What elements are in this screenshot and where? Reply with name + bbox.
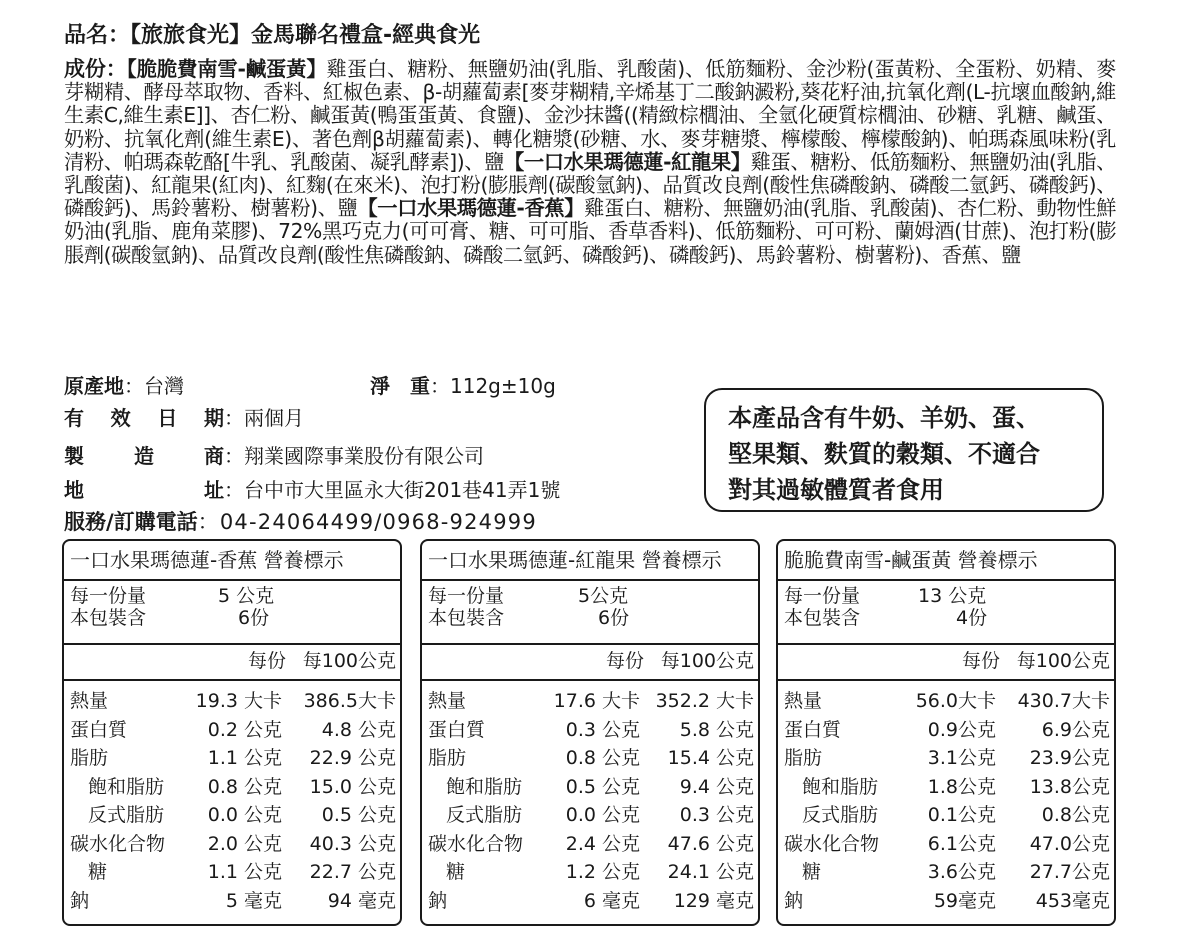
nutrient-name: 蛋白質 [428, 718, 486, 741]
per-100g-value: 15.0 公克 [309, 775, 396, 798]
nutrient-name: 反式脂肪 [88, 804, 165, 826]
per-serving-value: 2.4 公克 [565, 832, 640, 855]
nutrient-row [778, 687, 1114, 716]
ingredients-product-2-text: 雞蛋、糖粉、低筋麵粉、無鹽奶油(乳脂、乳酸菌)、紅龍果(紅肉)、紅麴(在來米)、泡打粉(膨脹劑(碳酸氫鈉)、品質改良劑(酸性焦磷酸鈉、磷酸二氫鈣、磷酸鈣)、磷酸鈣)、馬鈴薯粉、樹薯粉)、鹽 [64, 149, 1116, 221]
phone-row [64, 506, 537, 536]
ingredients-label: 成份： [64, 57, 127, 81]
per-100g-value: 24.1 公克 [667, 861, 754, 883]
address-value: ：台中市大里區永大街201巷41弄1號 [224, 478, 561, 502]
nutrient-name: 飽和脂肪 [802, 775, 879, 798]
ingredients-product-3-name: 【一口水果瑪德蓮-香蕉】 [357, 196, 585, 221]
per-100g-value: 47.6 公克 [667, 832, 754, 855]
ingredients-product-3-text: 雞蛋白、糖粉、無鹽奶油(乳脂、乳酸菌)、杏仁粉、動物性鮮奶油(乳脂、鹿角菜膠)、72%黑巧克力(可可膏、糖、可可脂、香草香料)、低筋麵粉、可可粉、蘭姆酒(甘蔗)、泡打粉(膨脹劑(碳酸氫鈉)、品質改良劑(酸性焦磷酸鈉、磷酸二氫鈣、磷酸鈣)、磷酸鈣)、馬鈴薯粉、樹薯粉)、香蕉、鹽 [64, 196, 1116, 267]
per-serving-value: 56.0大卡 [915, 690, 996, 712]
servings-per-pack-value: 6份 [598, 607, 630, 629]
per-100g-value: 0.8公克 [1041, 804, 1110, 826]
per-serving-value: 59毫克 [933, 889, 996, 912]
per-100g-value: 129 毫克 [673, 889, 754, 912]
nutrient-name: 糖 [446, 861, 466, 883]
nutrient-name: 鈉 [784, 889, 804, 912]
per-serving-value: 1.2 公克 [565, 861, 640, 883]
per-serving-header: 每份 [961, 650, 1000, 672]
nutrition-table-banana [62, 539, 402, 926]
serving-size-value: 5 公克 [218, 585, 275, 607]
per-100g-value: 22.9 公克 [309, 747, 396, 769]
origin-row [64, 370, 184, 399]
nutrient-row [778, 801, 1114, 830]
per-100g-value: 352.2 大卡 [655, 690, 754, 712]
per-100g-value: 94 毫克 [327, 889, 396, 912]
per-serving-header: 每份 [247, 650, 286, 672]
column-headers [778, 645, 1114, 681]
nutrient-name: 反式脂肪 [802, 804, 879, 826]
expiry-value: ：兩個月 [224, 406, 304, 430]
nutrient-rows [64, 681, 400, 915]
per-100g-value: 13.8公克 [1029, 775, 1110, 798]
servings-per-pack-value: 4份 [956, 607, 988, 629]
manufacturer-row [64, 440, 484, 469]
nutrient-name: 熱量 [428, 690, 467, 712]
per-serving-value: 0.0 公克 [565, 804, 640, 826]
per-100g-value: 386.5大卡 [303, 690, 396, 712]
per-serving-value: 0.8 公克 [207, 775, 282, 798]
column-headers [64, 645, 400, 681]
nutrient-name: 熱量 [784, 690, 823, 712]
nutrient-row [422, 773, 758, 802]
nutrient-name: 脂肪 [784, 747, 823, 769]
per-serving-value: 3.1公克 [927, 747, 996, 769]
ingredients-product-1-name: 【脆脆費南雪-鹹蛋黃】 [126, 57, 327, 81]
per-serving-value: 1.1 公克 [207, 861, 282, 883]
expiry-row [64, 402, 304, 431]
nutrient-name: 糖 [88, 861, 108, 883]
nutrient-row [64, 744, 400, 773]
serving-size-label: 每一份量 [70, 585, 147, 607]
phone-value: ：04-24064499/0968-924999 [197, 510, 537, 534]
per-serving-value: 1.8公克 [927, 775, 996, 798]
ingredients-product-2-name: 【一口水果瑪德蓮-紅龍果】 [504, 149, 751, 174]
serving-info [64, 581, 400, 645]
per-serving-value: 3.6公克 [927, 861, 996, 883]
net-weight-label: 淨 重 [370, 374, 430, 398]
nutrient-row [778, 744, 1114, 773]
servings-per-pack-label: 本包裝含 [70, 607, 147, 629]
per-100g-value: 5.8 公克 [679, 718, 754, 741]
nutrient-row [778, 716, 1114, 745]
per-100g-value: 6.9公克 [1041, 718, 1110, 741]
nutrient-name: 飽和脂肪 [446, 775, 523, 798]
per-100g-value: 0.3 公克 [679, 804, 754, 826]
serving-info [422, 581, 758, 645]
servings-per-pack-label: 本包裝含 [784, 607, 861, 629]
nutrient-row [778, 887, 1114, 916]
per-100g-value: 40.3 公克 [309, 832, 396, 855]
nutrient-row [64, 687, 400, 716]
nutrient-name: 熱量 [70, 690, 109, 712]
per-serving-value: 0.5 公克 [565, 775, 640, 798]
per-100g-value: 27.7公克 [1029, 861, 1110, 883]
per-serving-value: 5 毫克 [225, 889, 282, 912]
nutrient-row [422, 887, 758, 916]
nutrient-rows [422, 681, 758, 915]
nutrient-row [422, 716, 758, 745]
per-100g-value: 15.4 公克 [667, 747, 754, 769]
nutrient-name: 飽和脂肪 [88, 775, 165, 798]
nutrient-row [422, 858, 758, 887]
nutrient-row [64, 830, 400, 859]
per-100g-header: 每100公克 [1016, 650, 1110, 672]
nutrient-name: 碳水化合物 [784, 832, 880, 855]
nutrient-row [64, 716, 400, 745]
per-serving-value: 0.3 公克 [565, 718, 640, 741]
nutrient-row [422, 801, 758, 830]
nutrient-name: 脂肪 [70, 747, 109, 769]
nutrition-title: 一口水果瑪德蓮-香蕉 營養標示 [64, 541, 400, 581]
per-100g-value: 430.7大卡 [1017, 690, 1110, 712]
ingredients-product-1-text: 雞蛋白、糖粉、無鹽奶油(乳脂、乳酸菌)、低筋麵粉、金沙粉(蛋黃粉、全蛋粉、奶精、麥芽糊精、酵母萃取物、香料、紅椒色素、β-胡蘿蔔素[麥芽糊精,辛烯基丁二酸鈉澱粉,葵花籽油,抗氧化劑(L-抗壞血酸鈉,維生素C,維生素E]]、杏仁粉、鹹蛋黃(鴨蛋蛋黃、食鹽)、金沙抹醬((精緻棕櫚油、全氫化硬質棕櫚油、砂糖、乳糖、鹹蛋、奶粉、抗氧化劑(維生素E)、著色劑β胡蘿蔔素)、轉化糖漿(砂糖、水、麥芽糖漿、檸檬酸、檸檬酸鈉)、帕瑪森風味粉(乳清粉、帕瑪森乾酪[牛乳、乳酸菌、凝乳酵素])、鹽 [64, 57, 1117, 174]
nutrient-row [778, 858, 1114, 887]
per-100g-value: 4.8 公克 [321, 718, 396, 741]
per-serving-value: 0.9公克 [927, 718, 996, 741]
net-weight-row [370, 370, 556, 399]
product-name-line [64, 18, 480, 49]
per-serving-value: 19.3 大卡 [195, 690, 282, 712]
serving-size-value: 13 公克 [918, 585, 987, 607]
product-name: 【旅旅食光】金馬聯名禮盒-經典食光 [130, 23, 481, 48]
per-serving-value: 17.6 大卡 [553, 690, 640, 712]
nutrition-table-salted-egg-financier [776, 539, 1116, 926]
servings-per-pack-label: 本包裝含 [428, 607, 505, 629]
product-label: 品名： [64, 23, 131, 48]
ingredients-paragraph [64, 58, 1116, 267]
nutrient-name: 脂肪 [428, 747, 467, 769]
per-serving-value: 2.0 公克 [207, 832, 282, 855]
address-label: 地址 [64, 478, 224, 502]
allergen-line-1: 本產品含有牛奶、羊奶、蛋、 [728, 404, 1040, 432]
nutrient-row [64, 773, 400, 802]
per-100g-value: 47.0公克 [1029, 832, 1110, 855]
nutrient-name: 糖 [802, 861, 822, 883]
nutrient-row [422, 687, 758, 716]
nutrient-row [64, 858, 400, 887]
net-weight-value: ：112g±10g [430, 374, 556, 398]
nutrient-name: 碳水化合物 [428, 832, 524, 855]
per-100g-header: 每100公克 [302, 650, 396, 672]
nutrient-row [64, 801, 400, 830]
nutrition-table-dragon-fruit [420, 539, 760, 926]
per-100g-value: 0.5 公克 [321, 804, 396, 826]
nutrient-name: 鈉 [428, 889, 448, 912]
per-serving-value: 0.1公克 [927, 804, 996, 826]
per-100g-value: 9.4 公克 [679, 775, 754, 798]
nutrition-title: 一口水果瑪德蓮-紅龍果 營養標示 [422, 541, 758, 581]
nutrient-row [778, 830, 1114, 859]
per-100g-value: 23.9公克 [1029, 747, 1110, 769]
serving-size-value: 5公克 [578, 585, 629, 607]
per-serving-value: 1.1 公克 [207, 747, 282, 769]
serving-size-label: 每一份量 [428, 585, 505, 607]
nutrient-name: 碳水化合物 [70, 832, 166, 855]
per-serving-header: 每份 [605, 650, 644, 672]
phone-label: 服務/訂購電話 [64, 510, 198, 534]
nutrient-name: 反式脂肪 [446, 804, 523, 826]
allergen-warning-box [704, 388, 1104, 512]
manufacturer-value: ：翔業國際事業股份有限公司 [224, 444, 484, 468]
allergen-line-2: 堅果類、麩質的穀類、不適合 [728, 440, 1040, 468]
per-100g-header: 每100公克 [660, 650, 754, 672]
serving-size-label: 每一份量 [784, 585, 861, 607]
manufacturer-label: 製造商 [64, 444, 224, 468]
nutrient-row [422, 744, 758, 773]
nutrient-name: 鈉 [70, 889, 90, 912]
nutrition-title: 脆脆費南雪-鹹蛋黃 營養標示 [778, 541, 1114, 581]
per-serving-value: 0.0 公克 [207, 804, 282, 826]
column-headers [422, 645, 758, 681]
per-100g-value: 22.7 公克 [309, 861, 396, 883]
nutrient-name: 蛋白質 [70, 718, 128, 741]
nutrient-row [778, 773, 1114, 802]
nutrient-row [64, 887, 400, 916]
origin-value: ：台灣 [124, 374, 184, 398]
per-100g-value: 453毫克 [1035, 889, 1110, 912]
origin-label: 原產地 [64, 374, 124, 398]
serving-info [778, 581, 1114, 645]
nutrient-row [422, 830, 758, 859]
nutrient-rows [778, 681, 1114, 915]
allergen-line-3: 對其過敏體質者食用 [728, 476, 944, 504]
servings-per-pack-value: 6份 [238, 607, 270, 629]
expiry-label: 有效日期 [64, 406, 224, 430]
per-serving-value: 6 毫克 [583, 889, 640, 912]
per-serving-value: 6.1公克 [927, 832, 996, 855]
address-row [64, 474, 560, 503]
nutrient-name: 蛋白質 [784, 718, 842, 741]
per-serving-value: 0.2 公克 [207, 718, 282, 741]
per-serving-value: 0.8 公克 [565, 747, 640, 769]
